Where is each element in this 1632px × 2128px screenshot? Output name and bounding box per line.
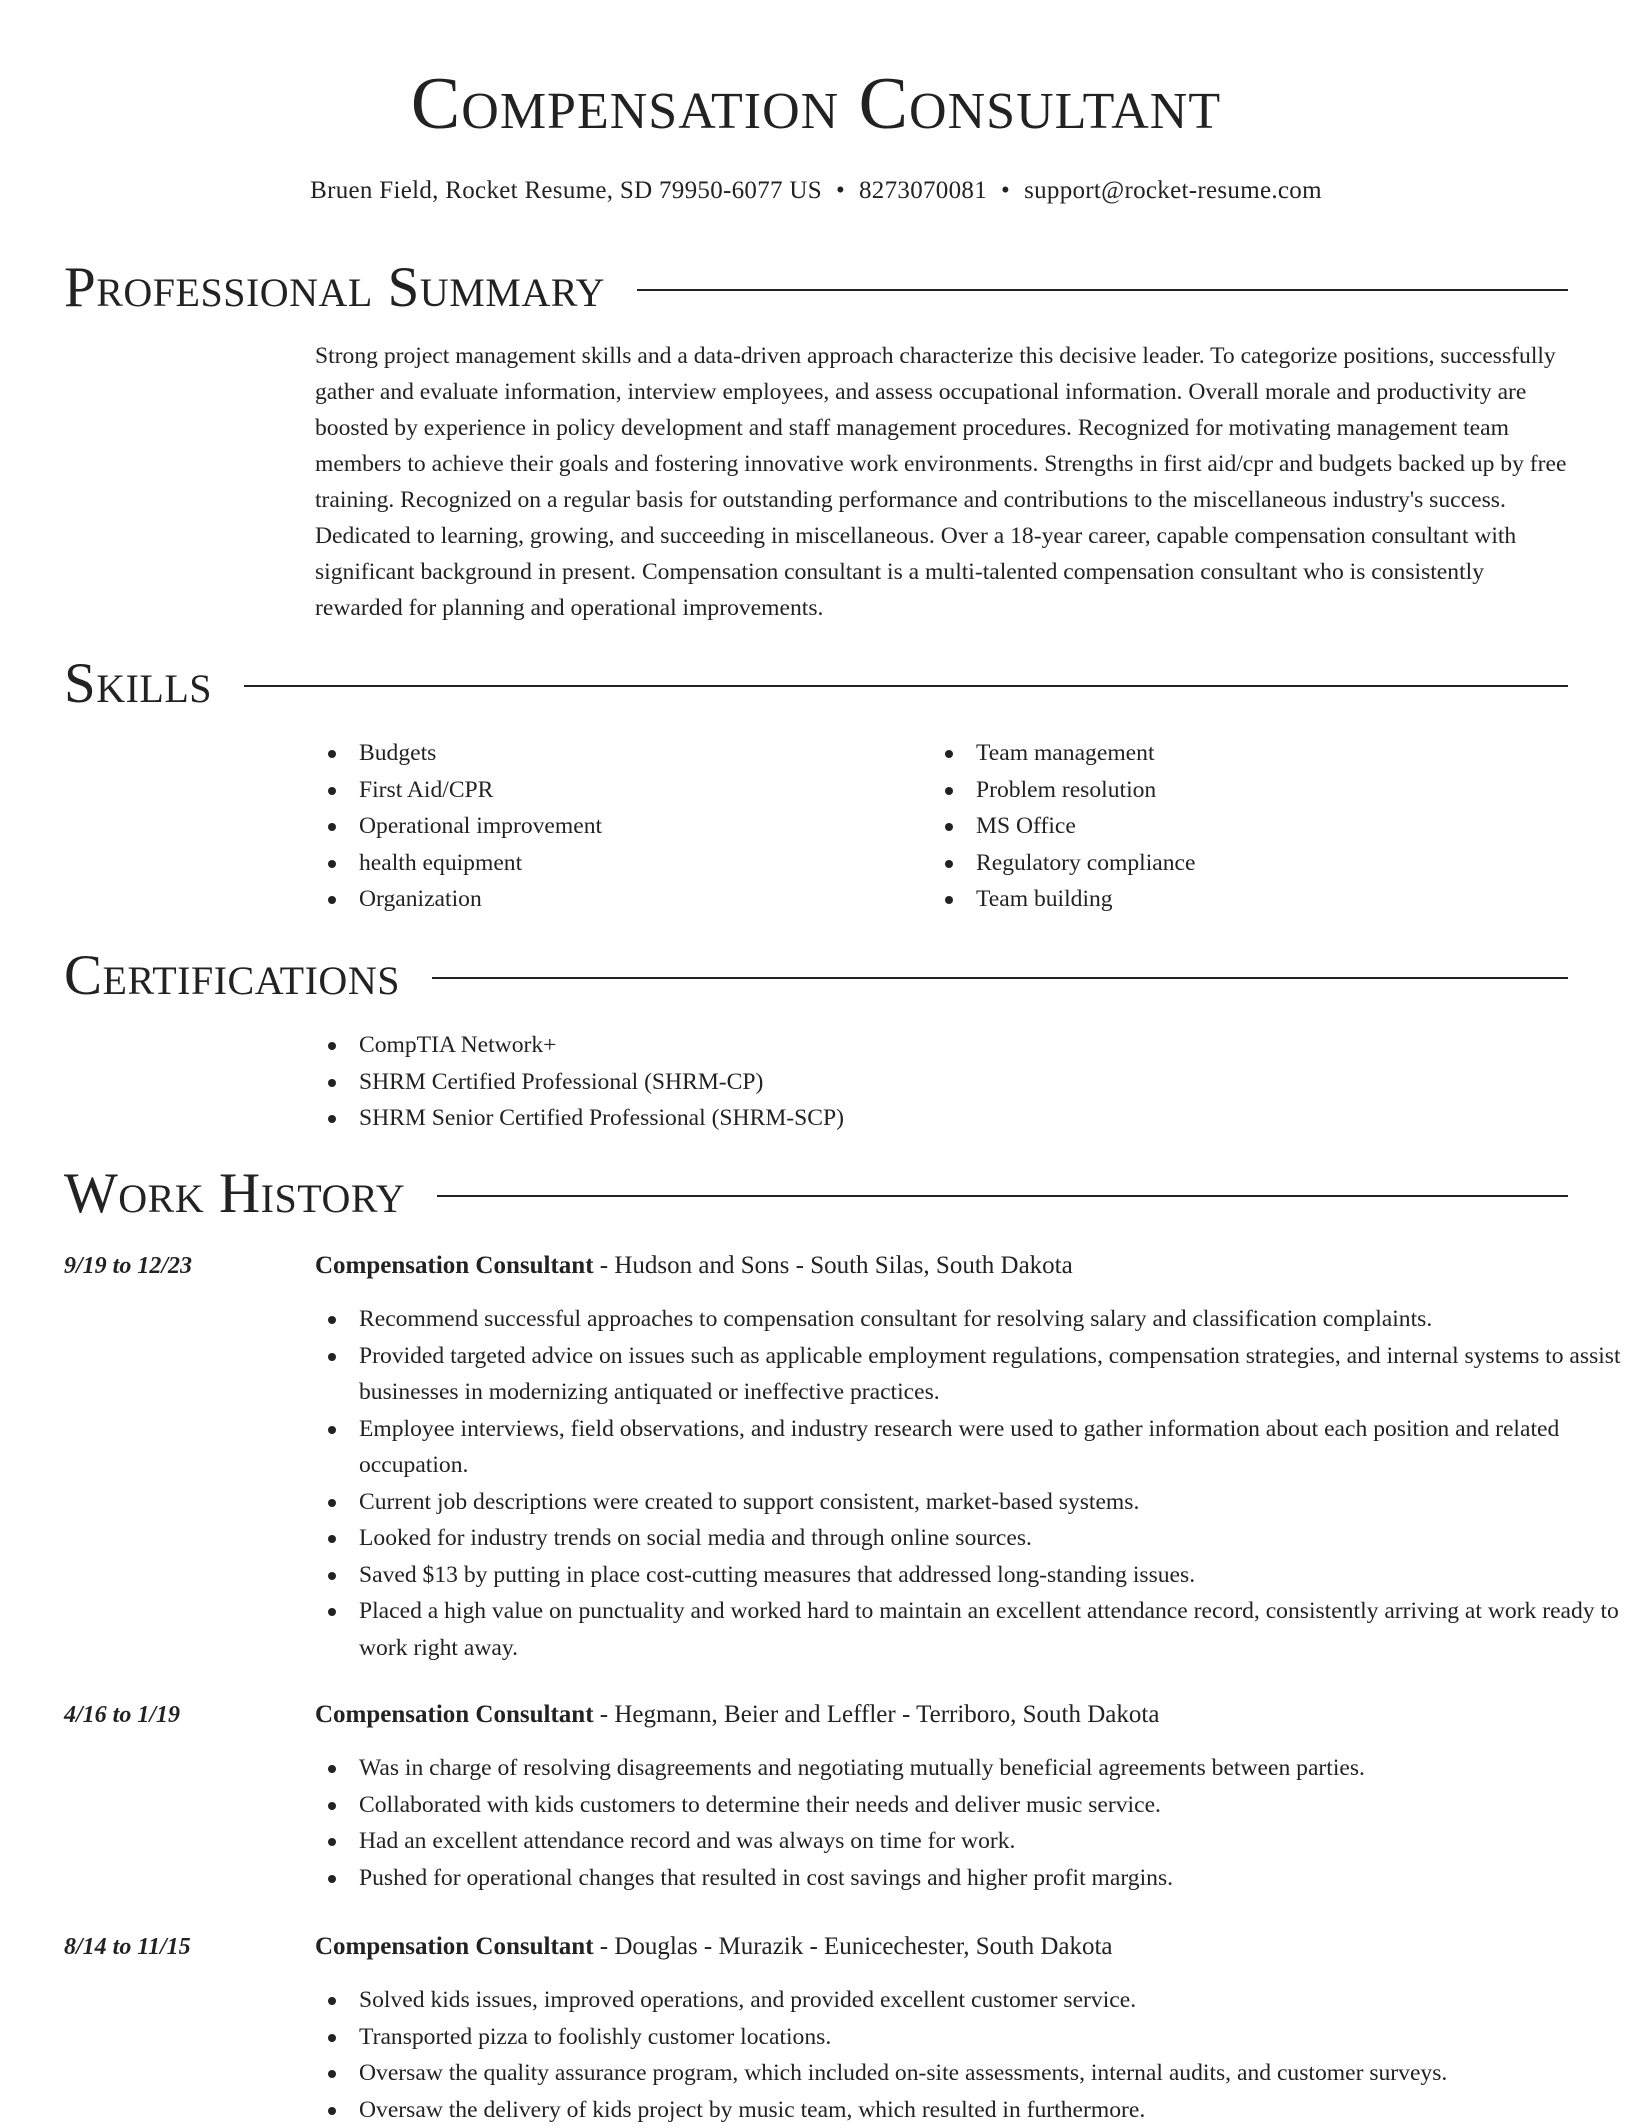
job-role: Compensation Consultant (315, 1701, 594, 1728)
certifications-list (315, 1027, 1515, 1137)
skills-section-header (64, 652, 1568, 716)
candidate-name: Compensation Consultant (0, 62, 1632, 146)
skill-item: Team management (932, 735, 1532, 772)
job-bullets (315, 1750, 1625, 1896)
job-bullet: Recommend successful approaches to compensation consultant for resolving salary and classification complaints. (315, 1301, 1625, 1338)
job-bullet: Transported pizza to foolishly customer locations. (315, 2019, 1625, 2056)
certification-item: CompTIA Network+ (315, 1027, 1515, 1064)
contact-email[interactable]: support@rocket-resume.com (1024, 177, 1322, 204)
job-bullet: Solved kids issues, improved operations, and provided excellent customer service. (315, 1982, 1625, 2019)
job-role: Compensation Consultant (315, 1252, 594, 1279)
job-bullet: Placed a high value on punctuality and worked hard to maintain an excellent attendance record, consistently arriving at work ready to work right away. (315, 1593, 1625, 1666)
summary-text: Strong project management skills and a data-driven approach characterize this decisive leader. To categorize positions, successfully gather and evaluate information, interview employees, and assess occupational information. Overall morale and productivity are boosted by experience in policy development and staff management procedures. Recognized for motivating management team members to achieve their goals and fostering innovative work environments. Strengths in first aid/cpr and budgets backed up by free training. Recognized on a regular basis for outstanding performance and contributions to the miscellaneous industry's success. Dedicated to learning, growing, and succeeding in miscellaneous. Over a 18-year career, capable compensation consultant with significant background in present. Compensation consultant is a multi-talented compensation consultant who is consistently rewarded for planning and operational improvements. (315, 338, 1570, 626)
job-bullet: Provided targeted advice on issues such as applicable employment regulations, compensation strategies, and internal systems to assist businesses in modernizing antiquated or ineffective practices. (315, 1338, 1625, 1411)
job-bullet: Looked for industry trends on social media and through online sources. (315, 1520, 1625, 1557)
job-bullet: Was in charge of resolving disagreements and negotiating mutually beneficial agreements between parties. (315, 1750, 1625, 1787)
certifications-section-header (64, 944, 1568, 1008)
job-bullet: Had an excellent attendance record and was always on time for work. (315, 1823, 1625, 1860)
job-title-line (315, 1698, 1159, 1732)
work-history-heading: Work History (64, 1162, 405, 1226)
skill-item: Problem resolution (932, 772, 1532, 809)
job-bullets (315, 1301, 1625, 1666)
skills-list-left (315, 735, 915, 918)
contact-separator: • (1001, 174, 1010, 208)
skill-item: Organization (315, 881, 915, 918)
job-bullet: Current job descriptions were created to support consistent, market-based systems. (315, 1484, 1625, 1521)
job-bullet: Employee interviews, field observations, and industry research were used to gather information about each position and related occupation. (315, 1411, 1625, 1484)
summary-heading: Professional Summary (64, 256, 605, 320)
contact-address: Bruen Field, Rocket Resume, SD 79950-6077 US (310, 177, 822, 204)
summary-section-header (64, 256, 1568, 320)
section-divider (244, 685, 1568, 687)
certification-item: SHRM Certified Professional (SHRM-CP) (315, 1064, 1515, 1101)
job-bullet: Pushed for operational changes that resulted in cost savings and higher profit margins. (315, 1860, 1625, 1897)
section-divider (637, 289, 1568, 291)
job-employer-location: - Douglas - Murazik - Eunicechester, South Dakota (594, 1933, 1113, 1960)
certifications-heading: Certifications (64, 944, 400, 1008)
skill-item: health equipment (315, 845, 915, 882)
job-title-line (315, 1249, 1073, 1283)
job-dates: 8/14 to 11/15 (64, 1930, 191, 1964)
job-dates: 4/16 to 1/19 (64, 1698, 180, 1732)
work-history-section-header (64, 1162, 1568, 1226)
section-divider (437, 1195, 1568, 1197)
job-bullet: Oversaw the delivery of kids project by music team, which resulted in furthermore. (315, 2092, 1625, 2128)
job-bullet: Oversaw the quality assurance program, which included on-site assessments, internal audits, and customer surveys. (315, 2055, 1625, 2092)
skill-item: Budgets (315, 735, 915, 772)
skill-item: Team building (932, 881, 1532, 918)
job-employer-location: - Hudson and Sons - South Silas, South Dakota (594, 1252, 1073, 1279)
job-bullet: Collaborated with kids customers to determine their needs and deliver music service. (315, 1787, 1625, 1824)
contact-line (0, 174, 1632, 208)
section-divider (432, 977, 1568, 979)
job-title-line (315, 1930, 1113, 1964)
skill-item: Operational improvement (315, 808, 915, 845)
contact-separator: • (836, 174, 845, 208)
contact-phone: 8273070081 (859, 177, 987, 204)
skill-item: First Aid/CPR (315, 772, 915, 809)
certification-item: SHRM Senior Certified Professional (SHRM-SCP) (315, 1100, 1515, 1137)
job-dates: 9/19 to 12/23 (64, 1249, 192, 1283)
skill-item: MS Office (932, 808, 1532, 845)
skill-item: Regulatory compliance (932, 845, 1532, 882)
job-bullet: Saved $13 by putting in place cost-cutting measures that addressed long-standing issues. (315, 1557, 1625, 1594)
skills-list-right (932, 735, 1532, 918)
job-role: Compensation Consultant (315, 1933, 594, 1960)
skills-heading: Skills (64, 652, 212, 716)
job-bullets (315, 1982, 1625, 2128)
job-employer-location: - Hegmann, Beier and Leffler - Terriboro, South Dakota (594, 1701, 1160, 1728)
